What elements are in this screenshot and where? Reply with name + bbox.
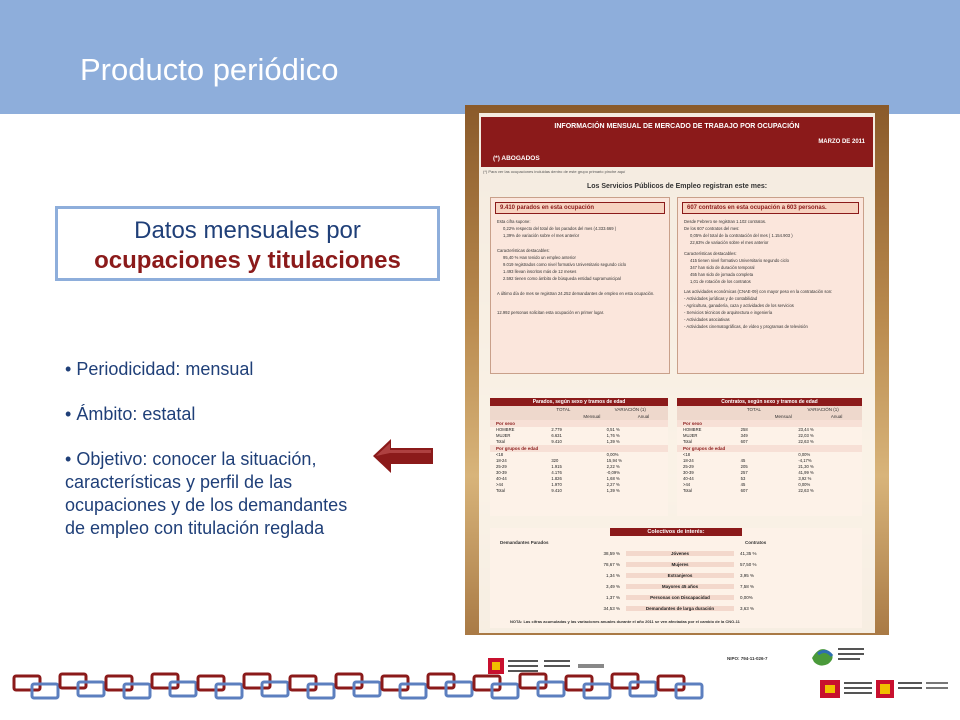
table-row: 78,67 % Mujeres 57,50 %	[603, 562, 757, 567]
bullet-item: • Ámbito: estatal	[65, 404, 196, 424]
report-heading: Los Servicios Públicos de Empleo registran este mes:	[586, 183, 768, 190]
table-row: 25-29 1.915 2,22 %	[496, 464, 620, 469]
subtitle-line-1: Datos mensuales por	[134, 217, 361, 244]
table-row: MUJER 349 22,03 %	[683, 433, 814, 438]
contratos-box: 607 contratos en esta ocupación a 603 personas. Desde Febrero se registran 1.102 contratos. De los 607 contratos del mes: 0,05% del total de la contratación del mes ( 1.154.903 ) 22,63% de variación sobre el mes anterior Características destacables: 415 tienen nivel formativo Universitario segundo ciclo 347 han sido de duración temporal 455 han sido de jornada completa 1,01 de rotación de los contratos Las actividades económicas (CNAE-09) con mayor peso en la contratación son: - Actividades jurídicas y de contabilidad - Agricultura, ganadería, caza y actividades de los servicios - Servicios técnicos de arquitectura e ingeniería - Actividades asociativas - Actividades cinematográficas, de vídeo y programas de televisión	[677, 197, 864, 374]
nipo-code: NIPO: 794-11-026-7	[727, 656, 768, 661]
table-row: 3,49 % Mayores 45 años 7,58 %	[605, 584, 755, 589]
table-row: Total 9.410 1,39 %	[496, 439, 620, 444]
table-row: <18 0,00%	[496, 452, 619, 457]
table-row: 1,34 % Extranjeros 3,95 %	[605, 573, 755, 578]
parados-table: Parados, según sexo y tramos de edad TOTAL VARIACIÓN (1) Mensual Anual Por sexo HOMBRE 2.779 0,51 % MUJER 6.631 1,76 % Total 9.410 1,39 % Por grupos de edad <18 0,00% 18-24 320 15,94 % 25-29 1.915 2,22 % 30-39 4.176 -0,09% 40-44 1.826 1,68 % >44 1.970 2,27 % Total 9.410 1,39 %	[490, 398, 668, 516]
title-bar	[0, 0, 960, 114]
table-row: 40-44 53 3,92 %	[683, 476, 812, 481]
chain-decoration	[12, 664, 732, 704]
table-row: HOMBRE 2.779 0,51 %	[496, 427, 620, 432]
colectivos-table: Colectivos de interés: Demandantes Parados Contratos 38,59 % Jóvenes 41,35 % 78,67 % Mujeres 57,50 % 1,34 % Extranjeros 3,95 % 3,49 % Mayores 45 años 7,58 % 1,37 % Personas con Discapacidad 0,00% 34,53 % Demandantes de larga duración 3,63 % NOTA: Las cifras acumuladas y las variaciones anuales durante el año 2011 se ven afectadas por el cambio de la CNO-11	[490, 528, 862, 628]
table-row: 30-39 257 41,99 %	[683, 470, 814, 475]
table-row: 38,59 % Jóvenes 41,35 %	[603, 551, 757, 556]
bullet-item: • Periodicidad: mensual	[65, 359, 254, 379]
contratos-table: Contratos, según sexo y tramos de edad TOTAL VARIACIÓN (1) Mensual Anual Por sexo HOMBRE 258 23,44 % MUJER 349 22,03 % Total 607 22,63 % Por grupos de edad <18 0,00% 18-24 45 -4,17% 25-29 205 21,30 % 30-39 257 41,99 % 40-44 53 3,92 % >44 45 0,00% Total 607 22,63 %	[677, 398, 862, 516]
table-row: Total 9.410 1,39 %	[496, 488, 620, 493]
parados-box: 9.410 parados en esta ocupación Esta cifra supone: 0,22% respecto del total de los parados del mes (4.333.669 ) 1,39% de variación sobre el mes anterior Características destacables: 95,40 % Han tenido un empleo anterior 9.019 registrados como nivel formativo Universitario segundo ciclo 1.493 llevan inscritos más de 12 meses 2.592 tienen como ámbito de búsqueda entidad supramunicipal A último día de mes se registran 24.252 demandantes de empleo en esta ocupación. 12.992 personas solicitan esta ocupación en primer lugar.	[490, 197, 670, 374]
table-row: Total 607 22,63 %	[683, 439, 814, 444]
table-row: 30-39 4.176 -0,09%	[496, 470, 620, 475]
government-logo	[820, 676, 950, 707]
table-row: <18 0,00%	[683, 452, 811, 457]
page-title: Producto periódico	[80, 52, 339, 87]
table-row: 34,53 % Demandantes de larga duración 3,63 %	[603, 606, 755, 611]
table-row: >44 1.970 2,27 %	[496, 482, 620, 487]
bullet-item: • Objetivo: conocer la situación, características y perfil de las ocupaciones y de los demandantes de empleo con titulación reglada	[65, 449, 348, 538]
report-thumbnail: INFORMACIÓN MENSUAL DE MERCADO DE TRABAJO POR OCUPACIÓN MARZO DE 2011 (*) ABOGADOS (*) Para ver las ocupaciones incluidas dentro de este grupo primario pinche aquí Los Servicios Públicos de Empleo registran este mes: 9.410 parados en esta ocupación Esta cifra supone: 0,22% respecto del total de los parados del mes (4.333.669 ) 1,39% de variación sobre el mes anterior Características destacables: 95,40 % Han tenido un empleo anterior 9.019 registrados como nivel formativo Universitario segundo ciclo 1.493 llevan inscritos más de 12 meses 2.592 tienen como ámbito de búsqueda entidad supramunicipal A último día de mes se registran 24.252 demandantes de empleo en esta ocupación. 12.992 personas solicitan esta ocupación en primer lugar. 607 contratos en esta ocupación a 603 personas. Desde Febrero se registran 1.102 contratos. De los 607 contratos del mes: 0,05% del total de la contratación del mes ( 1.154.903 ) 22,63% de variación sobre el mes anterior Características destacables: 415 tienen nivel formativo Universitario segundo ciclo 347 han sido de duración temporal 455 han sido de jornada completa 1,01 de rotación de los contratos Las actividades económicas (CNAE-09) con mayor peso en la contratación son: - Actividades jurídicas y de contabilidad - Agricultura, ganadería, caza y actividades de los servicios - Servicios técnicos de arquitectura e ingeniería - Actividades asociativas - Actividades cinematográficas, de vídeo y programas de televisión Parados, según sexo y tramos de edad TOTAL VARIACIÓN (1) Mensual Anual Por sexo HOMBRE 2.779 0,51 % MUJER 6.631 1,76 % Total 9.410 1,39 % Por grupos de edad <18 0,00% 18-24 320 15,94 % 25-29 1.915 2,22 % 30-39 4.176 -0,09% 40-44 1.826 1,68 % >44 1.970 2,27 % Total 9.410 1,39 % Contratos, según sexo y tramos de edad TOTAL VARIACIÓN (1) Mensual Anual Por sexo HOMBRE 258 23,44 % MUJER 349 22,03 % Total 607 22,63 % Por grupos de edad <18 0,00% 18-24 45 -4,17% 25-29 205 21,30 % 30-39 257 41,99 % 40-44 53 3,92 % >44 45 0,00% Total 607 22,63 % Colectivos de interés: Demandantes Parados Contratos 38,59 % Jóvenes 41,35 % 78,67 % Mujeres 57,50 % 1,34 % Extranjeros 3,95 % 3,49 % Mayores 45 años 7,58 % 1,37 % Personas con Discapacidad 0,00% 34,53 % Demandantes de larga duración 3,63 % NOTA: Las cifras acumuladas y las variaciones anuales durante el año 2011 se ven afectadas por el cambio de la CNO-11	[465, 105, 889, 635]
table-row: 18-24 45 -4,17%	[683, 458, 812, 463]
table-row: HOMBRE 258 23,44 %	[683, 427, 814, 432]
table-row: MUJER 6.631 1,76 %	[496, 433, 620, 438]
table-row: >44 45 0,00%	[683, 482, 811, 487]
subtitle-line-2: ocupaciones y titulaciones	[94, 247, 401, 274]
table-row: 25-29 205 21,30 %	[683, 464, 814, 469]
bullet-list	[65, 358, 365, 562]
table-row: 18-24 320 15,94 %	[496, 458, 623, 463]
report-banner: INFORMACIÓN MENSUAL DE MERCADO DE TRABAJO POR OCUPACIÓN MARZO DE 2011 (*) ABOGADOS	[481, 117, 873, 167]
left-arrow-icon	[373, 437, 435, 480]
table-row: 1,37 % Personas con Discapacidad 0,00%	[605, 595, 753, 600]
observatorio-logo	[808, 640, 868, 675]
ministry-logo	[488, 656, 608, 681]
subtitle-box	[55, 206, 440, 281]
table-row: 40-44 1.826 1,68 %	[496, 476, 620, 481]
table-row: Total 607 22,63 %	[683, 488, 814, 493]
